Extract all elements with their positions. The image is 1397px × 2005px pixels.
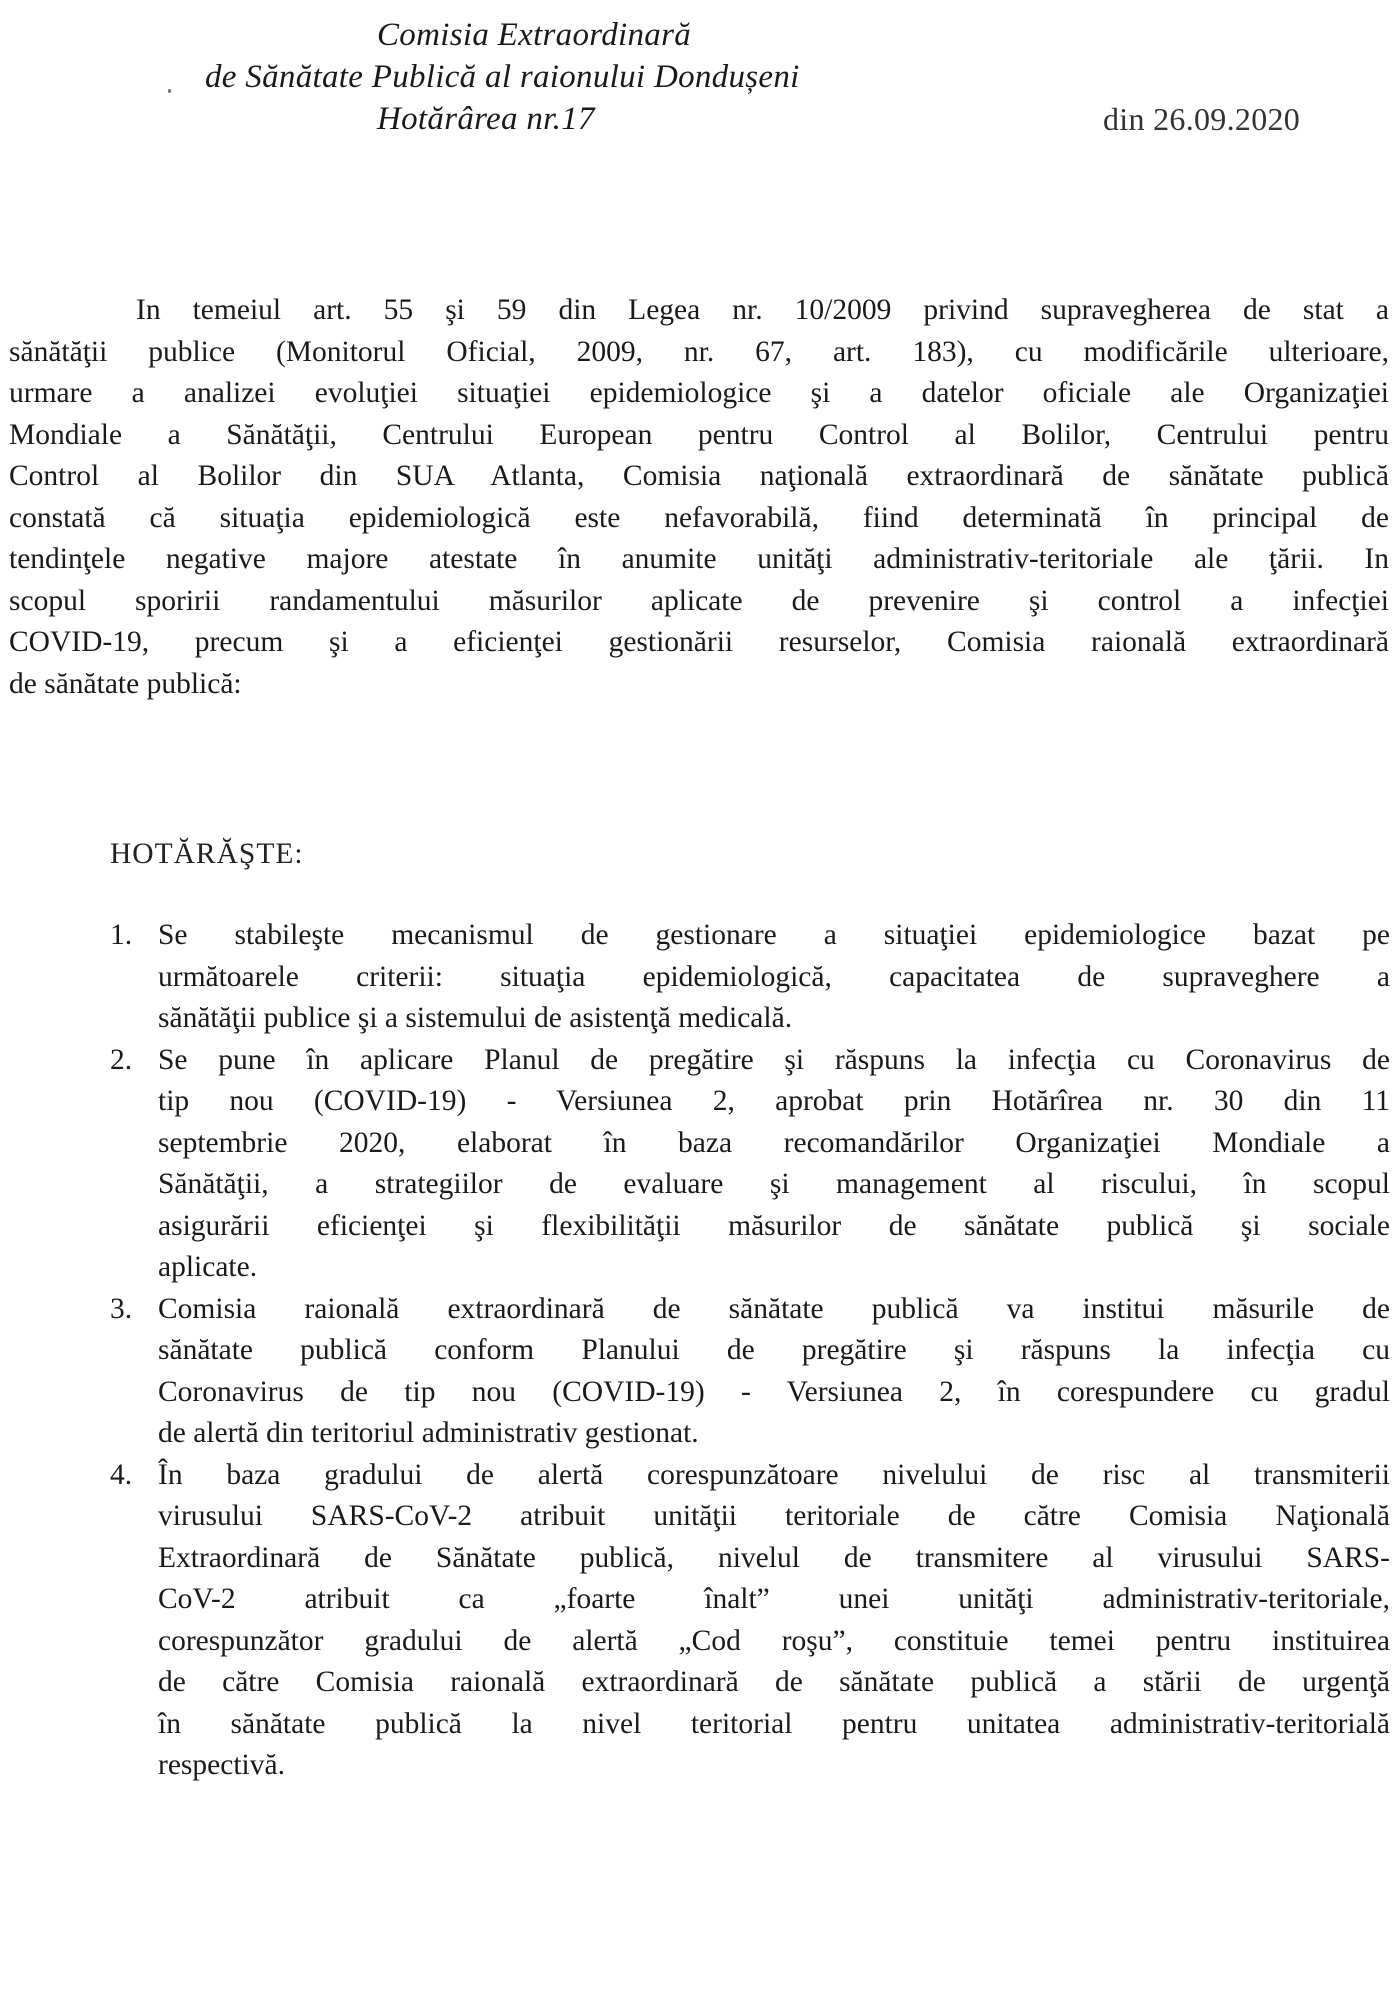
item-line: Extraordinară de Sănătate publică, nivelul de transmitere al virusului SARS-: [158, 1541, 1390, 1574]
preamble-line: scopul sporirii randamentului măsurilor aplicate de prevenire şi control a infecţiei: [9, 584, 1389, 617]
scan-speck: [168, 89, 171, 93]
preamble-line: Control al Bolilor din SUA Atlanta, Comisia naţională extraordinară de sănătate publică: [9, 460, 1389, 492]
item-line: septembrie 2020, elaborat în baza recomandărilor Organizaţiei Mondiale a: [158, 1126, 1390, 1159]
decision-item-1: [110, 915, 1390, 1040]
item-line: următoarele criterii: situaţia epidemiologică, capacitatea de supraveghere a: [158, 960, 1390, 993]
header-decision-number: Hotărârea nr.17: [377, 101, 595, 137]
header-decision-date: din 26.09.2020: [1103, 101, 1301, 137]
preamble-paragraph: [9, 290, 1389, 705]
item-line: de alertă din teritoriul administrativ gestionat.: [158, 1417, 699, 1449]
preamble-line: constată că situaţia epidemiologică este nefavorabilă, fiind determinată în principal de: [9, 501, 1389, 534]
decision-item-4: [110, 1455, 1390, 1787]
preamble-line: sănătăţii publice (Monitorul Oficial, 2009, nr. 67, art. 183), cu modificările ulterioare,: [9, 335, 1389, 368]
item-number: 3.: [110, 1292, 133, 1325]
preamble-line: de sănătate publică:: [9, 667, 242, 700]
item-number: 1.: [110, 919, 133, 951]
decision-item-2: [110, 1040, 1390, 1289]
header-commission-title: Comisia Extraordinară: [377, 17, 692, 53]
item-line: Coronavirus de tip nou (COVID-19) - Versiunea 2, în corespundere cu gradul: [158, 1375, 1390, 1408]
preamble-line: COVID-19, precum şi a eficienţei gestionării resurselor, Comisia raională extraordinară: [9, 626, 1389, 658]
decision-items-list: [110, 915, 1390, 1787]
item-number: 2.: [110, 1043, 133, 1076]
item-line: Comisia raională extraordinară de sănătate publică va institui măsurile de: [158, 1292, 1390, 1325]
item-line: sănătăţii publice şi a sistemului de asistenţă medicală.: [158, 1002, 793, 1034]
item-number: 4.: [110, 1458, 133, 1491]
header-commission-subtitle: de Sănătate Publică al raionului Dondușeni: [205, 59, 800, 95]
item-line: sănătate publică conform Planului de pregătire şi răspuns la infecţia cu: [158, 1334, 1390, 1366]
item-line: corespunzător gradului de alertă „Cod roşu”, constituie temei pentru instituirea: [158, 1624, 1390, 1657]
item-line: În baza gradului de alertă corespunzătoare nivelului de risc al transmiterii: [158, 1458, 1390, 1491]
preamble-line: Mondiale a Sănătăţii, Centrului European pentru Control al Bolilor, Centrului pentru: [9, 418, 1389, 451]
item-line: asigurării eficienţei şi flexibilităţii măsurilor de sănătate publică şi sociale: [158, 1209, 1390, 1242]
item-line: tip nou (COVID-19) - Versiunea 2, aprobat prin Hotărîrea nr. 30 din 11: [158, 1085, 1390, 1117]
item-line: de către Comisia raională extraordinară de sănătate publică a stării de urgenţă: [158, 1666, 1390, 1698]
preamble-line: urmare a analizei evoluţiei situaţiei epidemiologice şi a datelor oficiale ale Organizaţiei: [9, 377, 1389, 409]
preamble-line: tendinţele negative majore atestate în anumite unităţi administrativ-teritoriale ale ţării. In: [9, 543, 1389, 575]
item-line: virusului SARS-CoV-2 atribuit unităţii teritoriale de către Comisia Naţională: [158, 1500, 1390, 1532]
preamble-line: In temeiul art. 55 şi 59 din Legea nr. 10/2009 privind supravegherea de stat a: [136, 294, 1389, 326]
item-line: Se pune în aplicare Planul de pregătire şi răspuns la infecţia cu Coronavirus de: [158, 1043, 1390, 1076]
item-line: respectivă.: [158, 1749, 285, 1781]
item-line: în sănătate publică la nivel teritorial pentru unitatea administrativ-teritorială: [158, 1707, 1390, 1740]
decision-heading: HOTĂRĂŞTE:: [110, 838, 304, 870]
item-line: Se stabileşte mecanismul de gestionare a situaţiei epidemiologice bazat pe: [158, 919, 1390, 951]
item-line: Sănătăţii, a strategiilor de evaluare şi management al riscului, în scopul: [158, 1168, 1390, 1200]
item-line: aplicate.: [158, 1251, 258, 1283]
decision-item-3: [110, 1289, 1390, 1455]
item-line: CoV-2 atribuit ca „foarte înalt” unei unităţi administrativ-teritoriale,: [158, 1583, 1390, 1615]
